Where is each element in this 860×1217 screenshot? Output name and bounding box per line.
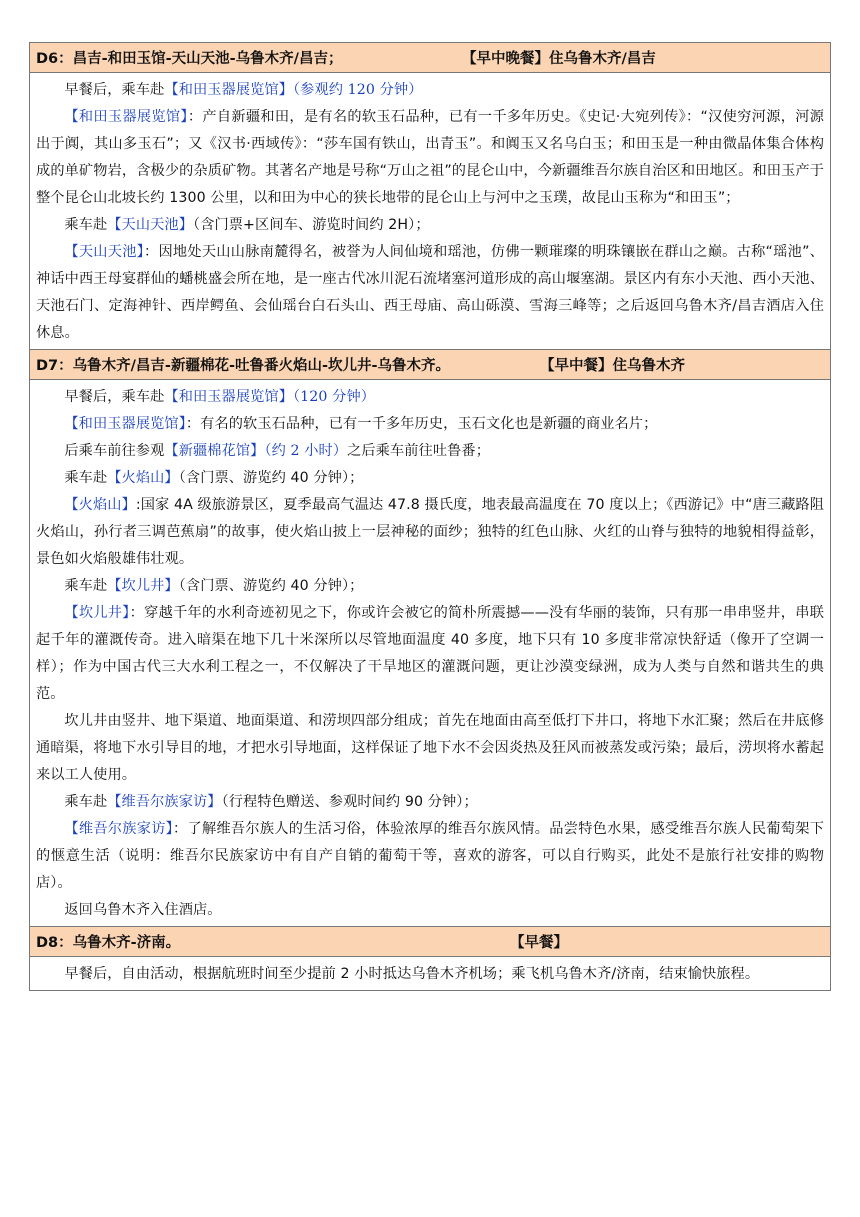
attraction-highlight: 【维吾尔族家访】: [64, 821, 174, 837]
day-6-header: [30, 43, 830, 73]
day-7-paragraph: [36, 708, 824, 789]
attraction-highlight: 【天山天池】: [64, 244, 145, 260]
attraction-highlight: 【火焰山】: [107, 470, 179, 486]
attraction-highlight: 【和田玉器展览馆】: [64, 416, 186, 432]
day-8-section: [30, 926, 830, 990]
day-8-paragraph: [36, 961, 824, 988]
day-7-paragraph: [36, 438, 824, 465]
day-7-paragraph: [36, 897, 824, 924]
day-6-paragraph: [36, 212, 824, 239]
day-7-header: [30, 350, 830, 380]
paragraph-text: （行程特色赠送、参观时间约 90 分钟）；: [221, 794, 478, 810]
day-7-paragraph: [36, 600, 824, 708]
paragraph-text: ：了解维吾尔族人的生活习俗，体验浓厚的维吾尔族风情。品尝特色水果，感受维吾尔族人民葡萄架下的惬意生活（说明：维吾尔民族家访中有自产自销的葡萄干等，喜欢的游客，可以自行购买，此处不是旅行社安排的购物店）。: [36, 821, 824, 891]
day-7-meals: 【早中餐】住乌鲁木齐: [540, 358, 685, 374]
paragraph-text: （含门票、游览约 40 分钟）；: [178, 470, 364, 486]
day-6-section: [30, 43, 830, 349]
day-6-meals: 【早中晚餐】住乌鲁木齐/昌吉: [462, 51, 656, 67]
attraction-highlight: 【坎儿井】: [64, 605, 130, 621]
paragraph-text: 乘车赴: [64, 794, 108, 810]
paragraph-text: 乘车赴: [64, 470, 108, 486]
day-6-paragraph: [36, 239, 824, 347]
attraction-highlight: 【新疆棉花馆】（约 2 小时）: [164, 443, 348, 459]
day-7-paragraph: [36, 492, 824, 573]
paragraph-text: 返回乌鲁木齐入住酒店。: [64, 902, 222, 918]
day-7-paragraph: [36, 789, 824, 816]
paragraph-text: 后乘车前往参观: [64, 443, 165, 459]
day-7-paragraph: [36, 411, 824, 438]
paragraph-text: 早餐后，乘车赴: [64, 389, 165, 405]
paragraph-text: 乘车赴: [64, 217, 108, 233]
day-8-title: D8：乌鲁木齐-济南。: [36, 935, 181, 951]
paragraph-text: 坎儿井由竖井、地下渠道、地面渠道、和涝坝四部分组成；首先在地面由高至低打下井口，将地下水汇聚；然后在井底修通暗渠，将地下水引导目的地，才把水引导地面，这样保证了地下水不会因炎热及狂风而被蒸发或污染；最后，涝坝将水蓄起来以工人使用。: [36, 713, 824, 783]
paragraph-text: ：产自新疆和田，是有名的软玉石品种，已有一千多年历史。《史记·大宛列传》：“汉使穷河源，河源出于阗，其山多玉石”；又《汉书·西域传》：“莎车国有铁山，出青玉”。和阗玉又名乌白玉；和田玉是一种由微晶体集合体构成的单矿物岩，含极少的杂质矿物。其著名产地是号称“万山之祖”的昆仑山中，今新疆维吾尔族自治区和田地区。和田玉产于整个昆仑山北坡长约 1300 公里，以和田为中心的狭长地带的昆仑山上与河中之玉璞，故昆山玉称为“和田玉”；: [36, 109, 824, 206]
paragraph-text: 早餐后，乘车赴: [64, 82, 165, 98]
attraction-highlight: 【维吾尔族家访】: [107, 794, 222, 810]
day-7-paragraph: [36, 573, 824, 600]
paragraph-text: ：因地处天山山脉南麓得名，被誉为人间仙境和瑶池，仿佛一颗璀璨的明珠镶嵌在群山之巅。古称“瑶池”、神话中西王母宴群仙的蟠桃盛会所在地，是一座古代冰川泥石流堵塞河道形成的高山堰塞湖。景区内有东小天池、西小天池、天池石门、定海神针、西岸鳄鱼、会仙瑶台白石头山、西王母庙、高山砾漠、雪海三峰等；之后返回乌鲁木齐/昌吉酒店入住休息。: [36, 244, 824, 341]
day-7-paragraph: [36, 384, 824, 411]
day-8-header: [30, 927, 830, 957]
attraction-highlight: 【和田玉器展览馆】（120 分钟）: [164, 389, 376, 405]
paragraph-text: 乘车赴: [64, 578, 108, 594]
day-7-section: [30, 349, 830, 926]
attraction-highlight: 【和田玉器展览馆】（参观约 120 分钟）: [164, 82, 423, 98]
attraction-highlight: 【和田玉器展览馆】: [64, 109, 188, 125]
paragraph-text: （含门票+区间车、游览时间约 2H）；: [193, 217, 430, 233]
day-6-title: D6：昌吉-和田玉馆-天山天池-乌鲁木齐/昌吉；: [36, 51, 343, 67]
day-7-title: D7：乌鲁木齐/昌吉-新疆棉花-吐鲁番火焰山-坎儿井-乌鲁木齐。: [36, 358, 450, 374]
day-7-paragraph: [36, 465, 824, 492]
itinerary-table: [29, 42, 831, 991]
paragraph-text: :国家 4A 级旅游景区，夏季最高气温达 47.8 摄氏度，地表最高温度在 70 度以上；《西游记》中“唐三藏路阻火焰山，孙行者三调芭蕉扇”的故事，使火焰山披上一层神秘的面纱；独特的红色山脉、火红的山脊与独特的地貌相得益彰，景色如火焰般雄伟壮观。: [36, 497, 824, 567]
paragraph-text: 之后乘车前往吐鲁番；: [347, 443, 490, 459]
day-8-meals: 【早餐】: [510, 935, 568, 951]
day-7-body: [30, 380, 830, 926]
day-6-body: [30, 73, 830, 349]
day-6-paragraph: [36, 104, 824, 212]
day-6-paragraph: [36, 77, 824, 104]
paragraph-text: ：有名的软玉石品种，已有一千多年历史，玉石文化也是新疆的商业名片；: [185, 416, 658, 432]
day-8-body: [30, 957, 830, 990]
paragraph-text: （含门票、游览约 40 分钟）；: [178, 578, 364, 594]
day-7-paragraph: [36, 816, 824, 897]
attraction-highlight: 【坎儿井】: [107, 578, 179, 594]
attraction-highlight: 【天山天池】: [107, 217, 193, 233]
paragraph-text: ：穿越千年的水利奇迹初见之下，你或许会被它的简朴所震撼——没有华丽的装饰，只有那一串串竖井，串联起千年的灌溉传奇。进入暗渠在地下几十米深所以尽管地面温度 40 多度，地下只有 10 多度非常凉快舒适（像开了空调一样）；作为中国古代三大水利工程之一，不仅解决了干旱地区的灌溉问题，更让沙漠变绿洲，成为人类与自然和谐共生的典范。: [36, 605, 824, 702]
paragraph-text: 早餐后，自由活动，根据航班时间至少提前 2 小时抵达乌鲁木齐机场；乘飞机乌鲁木齐/济南，结束愉快旅程。: [64, 966, 760, 982]
attraction-highlight: 【火焰山】: [64, 497, 136, 513]
